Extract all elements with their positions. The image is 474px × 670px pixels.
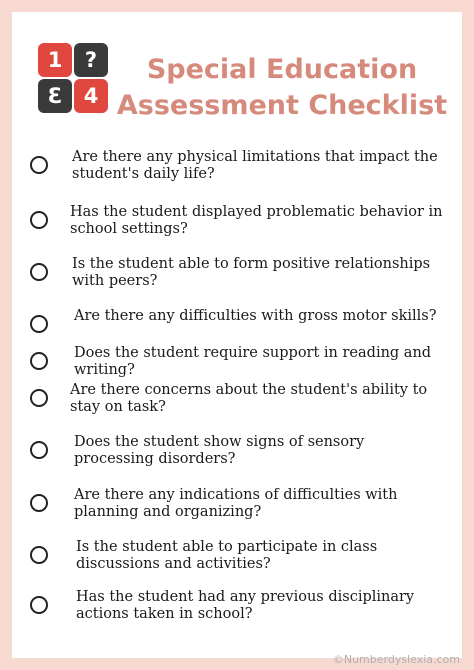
page-title — [112, 52, 452, 124]
checkbox-circle-icon[interactable] — [30, 352, 48, 370]
checklist-item-text: Does the student require support in reading and writing? — [74, 345, 432, 378]
logo-tile-question: ? — [74, 43, 108, 77]
checklist-item-text: Is the student able to form positive relationships with peers? — [72, 256, 431, 289]
title-line-2: Assessment Checklist — [116, 90, 448, 121]
checklist-sheet — [12, 12, 462, 658]
checklist-item-text: Has the student displayed problematic behavior in school settings? — [70, 204, 443, 237]
numberdyslexia-logo — [38, 43, 108, 113]
checkbox-circle-icon[interactable] — [30, 494, 48, 512]
checkbox-circle-icon[interactable] — [30, 263, 48, 281]
checkbox-circle-icon[interactable] — [30, 156, 48, 174]
checklist-item-text: Is the student able to participate in class discussions and activities? — [76, 539, 378, 572]
checkbox-circle-icon[interactable] — [30, 596, 48, 614]
checklist-item-text: Are there concerns about the student's ability to stay on task? — [70, 382, 428, 415]
checkbox-circle-icon[interactable] — [30, 546, 48, 564]
checklist-item-text: Does the student show signs of sensory processing disorders? — [74, 434, 365, 467]
logo-tile-4: 4 — [74, 79, 108, 113]
title-line-1: Special Education — [146, 54, 418, 85]
checkbox-circle-icon[interactable] — [30, 315, 48, 333]
copyright-footer: ©Numberdyslexia.com — [332, 653, 460, 666]
checklist-item-text: Has the student had any previous disciplinary actions taken in school? — [76, 589, 415, 622]
checklist-item-text: Are there any difficulties with gross motor skills? — [74, 308, 437, 324]
checkbox-circle-icon[interactable] — [30, 211, 48, 229]
checkbox-circle-icon[interactable] — [30, 441, 48, 459]
logo-tile-1: 1 — [38, 43, 72, 77]
checklist-item-text: Are there any physical limitations that impact the student's daily life? — [72, 149, 438, 182]
checklist-item-text: Are there any indications of difficulties with planning and organizing? — [74, 487, 398, 520]
checkbox-circle-icon[interactable] — [30, 389, 48, 407]
logo-tile-mirrored-3: Ɛ — [38, 79, 72, 113]
